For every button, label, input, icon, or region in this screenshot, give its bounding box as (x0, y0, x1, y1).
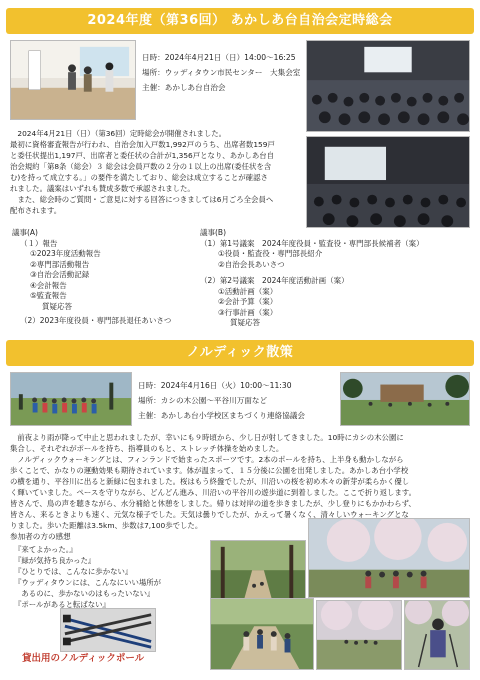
agenda-b-item: （2）第2号議案 2024年度活動計画（案） (200, 276, 349, 285)
meeting-info (142, 50, 300, 95)
meeting-date: 日時：2024年4月21日（日）14:00～16:25 (142, 53, 296, 62)
meeting-banner: 2024年度（第36回） あかしあ台自治会定時総会 (6, 8, 474, 34)
agenda-b-item: ③行事計画（案） (218, 307, 278, 317)
walk-report-line: の横を通り、平谷川に出ると新緑に包まれました。桜はもう終盤でしたが、川沿いの桜を初め木々の新芽が柔らかく優し (10, 477, 410, 486)
agenda-a-item: ③自治会活動記録 (30, 270, 90, 279)
voice-item: 『ポールがあると転ばない』 (14, 600, 110, 609)
walk-report-line: ノルディックウォーキングとは、フィンランドで始まったスポーツです。2本のポールを持ち、上半身も動かしながら (10, 455, 404, 464)
agenda-a-item: ④会計報告 (30, 280, 67, 290)
walk-host: 主催：あかしあ台小学校区まちづくり連絡協議会 (138, 411, 305, 420)
agenda-a (12, 228, 171, 327)
report-line: 配布されます。 (10, 206, 62, 215)
agenda-b-item: ①活動計画（案） (218, 286, 278, 296)
agenda-a-heading: 議事(A) (12, 228, 38, 237)
agenda-b-item: ①役員・監査役・専門部長紹介 (218, 249, 323, 258)
report-line: また、総会時のご質問・ご意見に対する回答につきましては6月ごろ全会員へ (10, 195, 274, 204)
agenda-a-item: ⑤監査報告 (30, 291, 67, 300)
photo-walk-participant (404, 600, 470, 670)
walk-report-line: りました。歩いた距離は3.5km、歩数は7,100歩でした。 (10, 521, 203, 530)
report-line: れました。議案はいずれも賛成多数で承認されました。 (10, 184, 195, 193)
voice-item: 『ひとりでは、こんなに歩かない』 (14, 567, 133, 576)
agenda-a-item: （１）報告 (20, 238, 58, 248)
meeting-place: 場所：ウッディタウン市民センター 大集会室 (142, 68, 301, 77)
walk-banner: ノルディック散策 (6, 340, 474, 366)
walk-report-line: 集合し、それぞれがポールを持ち、指導員のもと、ストレッチ体操を始めました。 (10, 444, 284, 453)
agenda-b-item: 質疑応答 (230, 318, 260, 327)
photo-walk-group-path (210, 598, 314, 670)
walk-report-line: 前夜より雨が降って中止と思われましたが、幸いにも９時頃から、少し日が射してきました。10時にカシの木公園に (10, 433, 404, 442)
walk-report (10, 432, 472, 531)
photo-reception-desk (10, 40, 136, 120)
voice-item: 『来てよかった。』 (14, 545, 77, 554)
report-line: 治会規約「第8条（総会）３ 総会は会員戸数の２分の１以上の出席(委任状を含 (10, 162, 272, 171)
agenda-a-item: （2）2023年度役員・専門部長退任あいさつ (20, 316, 172, 325)
agenda-b (200, 228, 424, 329)
photo-hall-audience (306, 40, 470, 132)
photo-walk-group-park (10, 372, 132, 426)
report-line: と委任状提出1,197戸、出席者と委任状の合計が1,356戸となり、あかしあ台自 (10, 151, 275, 160)
walk-info (138, 378, 305, 423)
report-line: む)を持って成立する。」の要件を満たしており、総会は成立することが確認さ (10, 173, 268, 182)
agenda-b-item: （1）第1号議案 2024年度役員・監査役・専門部長候補者（案） (200, 238, 424, 248)
walk-report-line: 皆さんで、鳥の声を聴きながら、水分補給と休憩をしました。帰りは対岸の道を歩きましたが、少し登りにもかかわらず、 (10, 499, 416, 508)
participant-voices (14, 544, 161, 610)
agenda-b-heading: 議事(B) (200, 228, 226, 237)
walk-date: 日時：2024年4月16日（火）10:00～11:30 (138, 381, 292, 390)
agenda-a-item: ②専門部活動報告 (30, 259, 90, 269)
walk-report-line: く輝いていました。ペースを守りながら、どんどん進み、川沿いの平谷川の遊歩道に到着しました。ここで折り返します。 (10, 488, 416, 497)
agenda-a-item: ①2023年度活動報告 (30, 249, 101, 258)
photo-walk-cherry-trees (308, 518, 470, 598)
walk-place: 場所：カシの木公園～平谷川万面など (138, 396, 268, 405)
report-line: 2024年4月21日（日）（第36回）定時総会が開催されました。 (10, 129, 226, 138)
voices-title: 参加者の方の感想 (10, 532, 71, 541)
voice-item: 『ウッディタウンには、こんなにいい場所が (14, 578, 162, 587)
meeting-report (10, 128, 306, 216)
photo-walk-river-path (316, 600, 402, 670)
agenda-b-item: ②会計予算（案） (218, 297, 278, 306)
meeting-host: 主催：あかしあ台自治会 (142, 83, 226, 92)
report-line: 最初に資格審査報告が行われ、自治会加入戸数1,992戸のうち、出席者数159戸 (10, 140, 275, 149)
poles-caption: 貸出用のノルディックポール (22, 653, 145, 664)
voice-item: 『緑が気持ち良かった』 (14, 556, 96, 565)
agenda-b-item: ②自治会長あいさつ (218, 259, 285, 269)
agenda-a-item: 質疑応答 (42, 301, 72, 311)
photo-walk-field (340, 372, 470, 426)
photo-nordic-poles (60, 608, 156, 652)
voice-item: あるのに、歩かないのはもったいない』 (14, 589, 155, 598)
photo-hall-stage (306, 136, 470, 228)
walk-report-line: 歩くことで、かなりの運動効果も期待されています。体が温まって、１５分後に公園を出発しました。あかしあ台小学校 (10, 466, 409, 475)
walk-report-line: 皆さん、来るときよりも速く、元気な様子でした。天気は曇りでしたが、かえって暑くなく、清々しいウォーキングとな (10, 510, 409, 519)
